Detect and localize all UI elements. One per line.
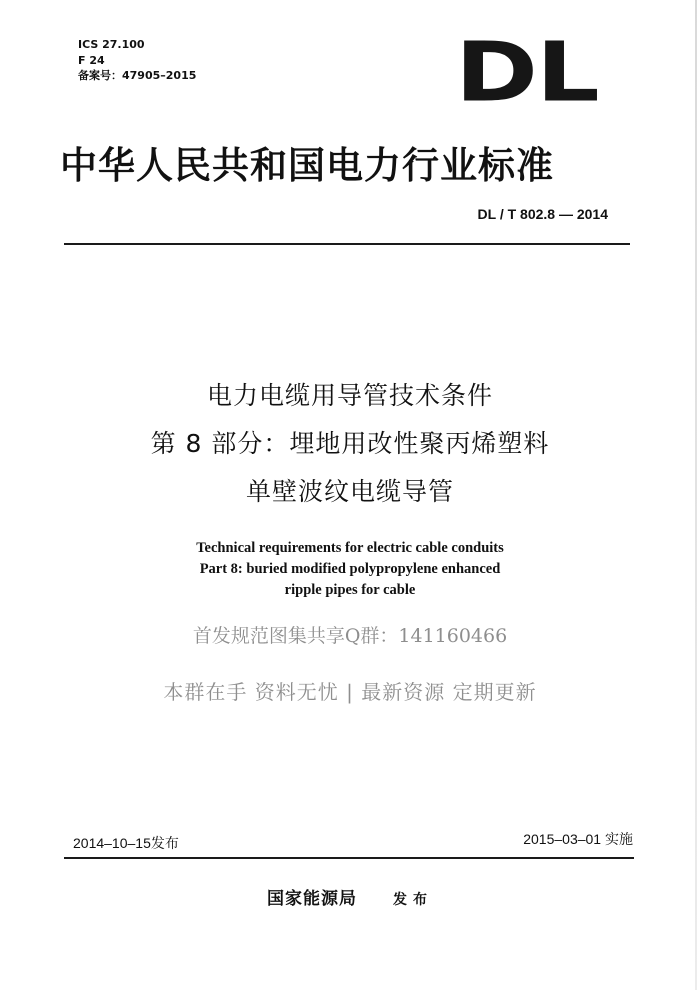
issuer-line (0, 884, 700, 909)
record-number: 备案号：47905–2015 (78, 69, 197, 82)
english-title-line-2: Part 8: buried modified polypropylene enhanced (199, 561, 501, 577)
chinese-title-line-1: 电力电缆用导管技术条件 (206, 381, 493, 410)
standard-number: DL / T 802.8 — 2014 (477, 206, 608, 222)
issue-action: 发布 (392, 892, 433, 908)
dl-logo: DL (455, 24, 598, 121)
category-code: F 24 (78, 53, 105, 67)
english-title-line-1: Technical requirements for electric cable conduits (196, 540, 504, 556)
english-title-line-3: ripple pipes for cable (284, 582, 416, 598)
chinese-title-line-3: 单壁波纹电缆导管 (245, 477, 454, 506)
ics-code: ICS 27.100 (78, 38, 145, 51)
english-title (0, 538, 700, 601)
watermark-line-1: 首发规范图集共享Q群：141160466 (192, 625, 508, 647)
standard-title: 中华人民共和国电力行业标准 (60, 143, 554, 187)
issuing-organization: 国家能源局 (267, 889, 358, 909)
header-divider (64, 243, 630, 245)
footer-divider (64, 857, 634, 859)
chinese-title (0, 372, 700, 516)
chinese-title-line-2: 第 8 部分：埋地用改性聚丙烯塑料 (150, 429, 550, 458)
classification-block (78, 37, 196, 84)
effective-date: 2015–03–01 实施 (523, 831, 633, 847)
watermark-line-2: 本群在手 资料无忧 | 最新资源 定期更新 (163, 680, 537, 704)
issue-date: 2014–10–15发布 (73, 835, 179, 851)
